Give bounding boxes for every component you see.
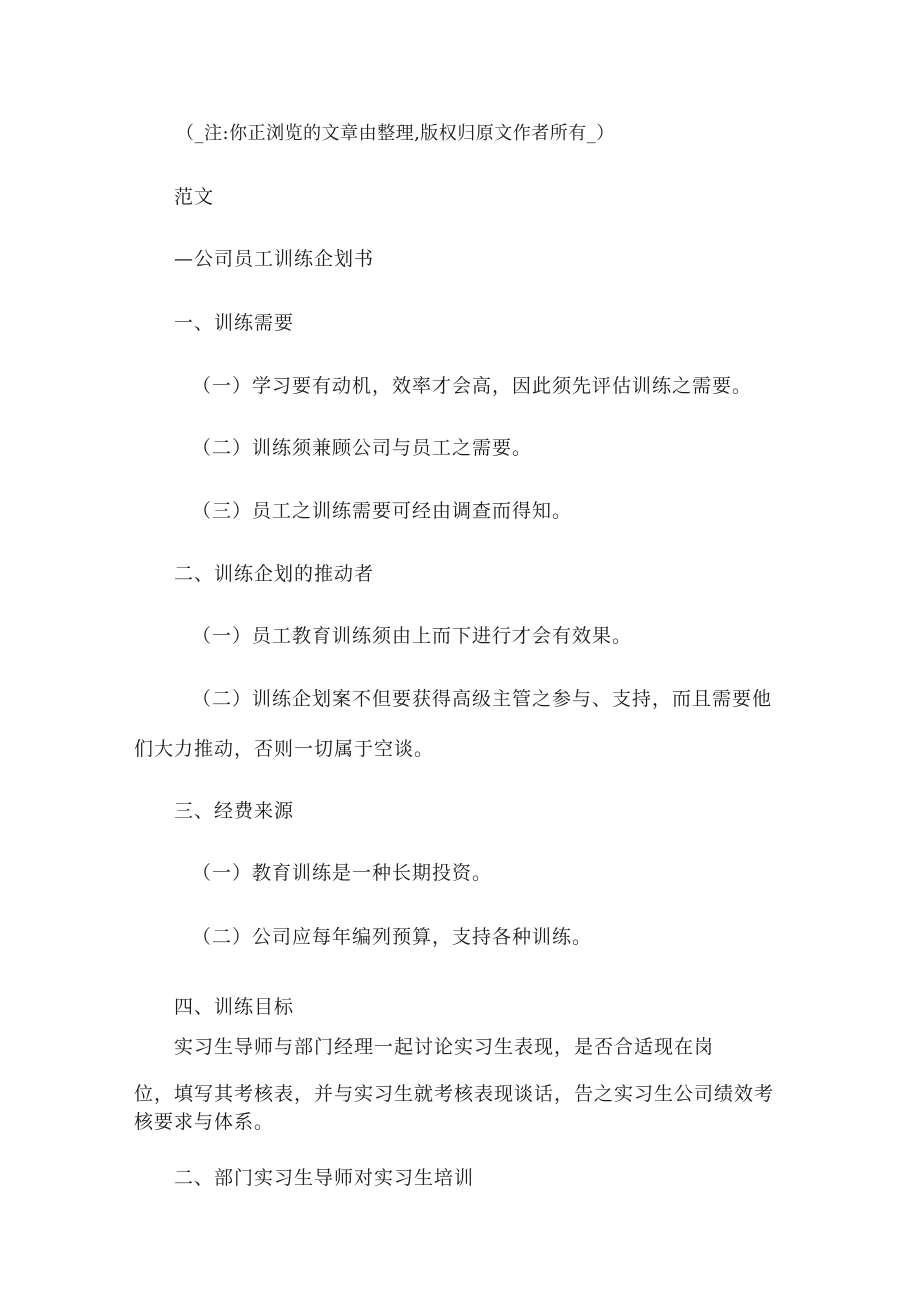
paragraph-line: （二）训练企划案不但要获得高级主管之参与、支持，而且需要他 bbox=[192, 688, 773, 710]
paragraph-line: （一）员工教育训练须由上而下进行才会有效果。 bbox=[192, 625, 633, 647]
paragraph-line: 们大力推动，否则一切属于空谈。 bbox=[134, 738, 435, 760]
paragraph-line: （一）学习要有动机，效率才会高，因此须先评估训练之需要。 bbox=[192, 375, 753, 397]
section-heading: 三、经费来源 bbox=[174, 800, 295, 822]
copyright-note: （_注:你正浏览的文章由整理,版权归原文作者所有_） bbox=[176, 123, 615, 144]
paragraph-line: （二）训练须兼顾公司与员工之需要。 bbox=[192, 437, 533, 459]
paragraph-line: （二）公司应每年编列预算，支持各种训练。 bbox=[192, 926, 593, 948]
document-title: —公司员工训练企划书 bbox=[174, 248, 375, 270]
paragraph-line: （一）教育训练是一种长期投资。 bbox=[192, 862, 493, 884]
paragraph-line: 实习生导师与部门经理一起讨论实习生表现，是否合适现在岗 bbox=[174, 1036, 715, 1058]
section-heading: 四、训练目标 bbox=[174, 996, 295, 1018]
paragraph-line: 位，填写其考核表，并与实习生就考核表现谈话，告之实习生公司绩效考 bbox=[134, 1083, 775, 1105]
document-label: 范文 bbox=[174, 186, 215, 208]
paragraph-line: （三）员工之训练需要可经由调查而得知。 bbox=[192, 500, 573, 522]
section-heading: 二、训练企划的推动者 bbox=[174, 563, 375, 585]
section-heading: 一、训练需要 bbox=[174, 312, 295, 334]
section-heading: 二、部门实习生导师对实习生培训 bbox=[174, 1167, 475, 1189]
paragraph-line: 核要求与体系。 bbox=[134, 1111, 275, 1133]
